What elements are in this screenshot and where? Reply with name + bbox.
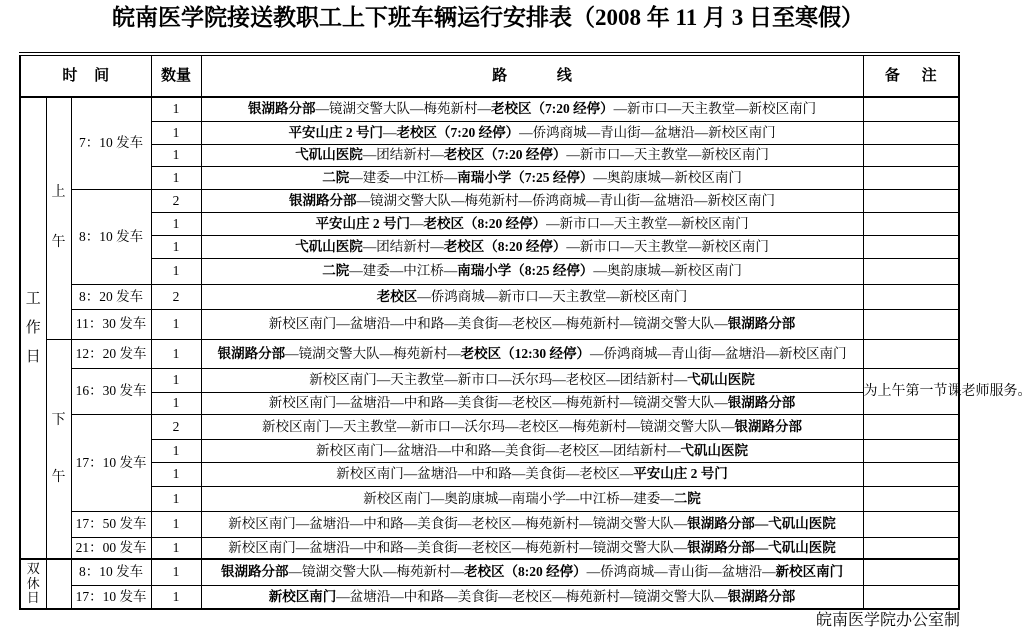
remark-empty xyxy=(863,166,959,189)
vehicle-count: 1 xyxy=(151,212,201,235)
route-segment: —镜湖交警大队—梅苑新村— xyxy=(285,345,461,361)
remark-empty xyxy=(863,537,959,559)
remark-empty xyxy=(863,212,959,235)
vehicle-count: 1 xyxy=(151,537,201,559)
remark-empty xyxy=(863,486,959,511)
vehicle-count: 1 xyxy=(151,585,201,609)
route-segment: 新校区南门—天主教堂—新市口—沃尔玛—老校区—梅苑新村—镜湖交警大队— xyxy=(262,418,735,434)
route xyxy=(201,537,863,559)
vehicle-count: 1 xyxy=(151,559,201,585)
remark-empty xyxy=(863,97,959,121)
route xyxy=(201,585,863,609)
route-key-stop: 老校区（7:20 经停） xyxy=(490,101,614,117)
header-count: 数量 xyxy=(151,54,201,97)
route-segment: 新校区南门—盆塘沿—中和路—美食街—老校区—梅苑新村—镜湖交警大队— xyxy=(268,395,728,410)
route-segment: 新校区南门—盆塘沿—中和路—美食街—老校区—梅苑新村—镜湖交警大队— xyxy=(228,539,688,555)
route xyxy=(201,439,863,462)
vehicle-count: 1 xyxy=(151,368,201,392)
route-segment: 新校区南门—盆塘沿—中和路—美食街—老校区—梅苑新村—镜湖交警大队— xyxy=(228,516,688,531)
route-segment: —盆塘沿—中和路—美食街—老校区—梅苑新村—镜湖交警大队— xyxy=(336,588,728,604)
route-segment: —镜湖交警大队—梅苑新村— xyxy=(315,101,491,117)
departure-time: 17：10 发车 xyxy=(71,414,151,511)
route xyxy=(201,368,863,392)
route-key-stop: 平安山庄 2 号门 xyxy=(288,124,383,140)
schedule-row xyxy=(20,537,959,559)
route-segment: —建委—中江桥— xyxy=(349,169,458,185)
route xyxy=(201,144,863,166)
route-segment: —团结新村— xyxy=(362,147,444,162)
route-segment: —奥韵康城—新校区南门 xyxy=(593,169,742,185)
departure-time: 11：30 发车 xyxy=(71,309,151,339)
route xyxy=(201,284,863,309)
route xyxy=(201,212,863,235)
vehicle-count: 2 xyxy=(151,414,201,439)
route-segment: —奥韵康城—新校区南门 xyxy=(593,263,742,278)
departure-time: 7：10 发车 xyxy=(71,97,151,189)
vehicle-count: 1 xyxy=(151,97,201,121)
route-segment: —新市口—天主教堂—新校区南门 xyxy=(566,147,769,162)
route-key-stop: 新校区南门 xyxy=(268,588,337,604)
remark: 为上午第一节课老师服务。 xyxy=(863,368,959,414)
vehicle-count: 1 xyxy=(151,258,201,284)
route-key-stop: 二院 xyxy=(322,263,350,278)
route-segment: 新校区南门—天主教堂—新市口—沃尔玛—老校区—团结新村— xyxy=(309,372,688,387)
schedule-row xyxy=(20,511,959,537)
header-route: 路 线 xyxy=(201,54,863,97)
header-row xyxy=(20,54,959,97)
remark-empty xyxy=(863,439,959,462)
route-segment: — xyxy=(382,124,397,140)
route-key-stop: 南瑞小学（7:25 经停） xyxy=(457,169,594,185)
route xyxy=(201,392,863,414)
schedule-row xyxy=(20,258,959,284)
period-cell xyxy=(20,559,46,609)
route-key-stop: 银湖路分部 xyxy=(727,316,796,331)
header-note: 备 注 xyxy=(863,54,959,97)
departure-time: 16：30 发车 xyxy=(71,368,151,414)
route-segment: —镜湖交警大队—梅苑新村— xyxy=(288,564,464,580)
route-key-stop: 二院 xyxy=(322,169,350,185)
vehicle-count: 1 xyxy=(151,486,201,511)
route-key-stop: 老校区（7:20 经停） xyxy=(443,147,567,162)
route-key-stop: 银湖路分部 xyxy=(289,192,357,208)
vehicle-count: 1 xyxy=(151,392,201,414)
vehicle-count: 1 xyxy=(151,121,201,144)
route-key-stop: 银湖路分部 xyxy=(734,418,803,434)
route-key-stop: 银湖路分部—弋矶山医院 xyxy=(687,516,836,531)
route xyxy=(201,559,863,585)
departure-time: 8：10 发车 xyxy=(71,559,151,585)
half-day-cell xyxy=(46,339,71,559)
schedule-row xyxy=(20,414,959,439)
route xyxy=(201,486,863,511)
route xyxy=(201,166,863,189)
route-key-stop: 银湖路分部 xyxy=(247,101,316,117)
schedule-row xyxy=(20,212,959,235)
route-key-stop: 老校区（7:20 经停） xyxy=(396,124,520,140)
route-segment: 新校区南门—盆塘沿—中和路—美食街—老校区— xyxy=(336,466,634,481)
route-segment: —新市口—天主教堂—新校区南门 xyxy=(613,101,817,117)
schedule-row xyxy=(20,368,959,392)
route-key-stop: 弋矶山医院 xyxy=(295,238,363,254)
vehicle-count: 1 xyxy=(151,166,201,189)
route-key-stop: 南瑞小学（8:25 经停） xyxy=(457,263,594,278)
remark-empty xyxy=(863,258,959,284)
vehicle-count: 2 xyxy=(151,189,201,212)
route-key-stop: 老校区（8:20 经停） xyxy=(443,238,567,254)
bus-schedule-table xyxy=(19,52,1032,610)
route xyxy=(201,462,863,486)
departure-time: 17：50 发车 xyxy=(71,511,151,537)
route-key-stop: 弋矶山医院 xyxy=(687,372,755,387)
remark-empty xyxy=(863,511,959,537)
remark-empty xyxy=(863,284,959,309)
route-segment: —侨鸿商城—青山街—盆塘沿— xyxy=(586,564,776,580)
route-key-stop: 平安山庄 2 号门 xyxy=(315,215,410,231)
remark-empty xyxy=(863,235,959,258)
route xyxy=(201,258,863,284)
remark-empty xyxy=(863,414,959,439)
route-key-stop: 新校区南门 xyxy=(775,564,844,580)
route xyxy=(201,414,863,439)
departure-time: 17：10 发车 xyxy=(71,585,151,609)
remark-empty xyxy=(863,339,959,368)
route-segment: —侨鸿商城—青山街—盆塘沿—新校区南门 xyxy=(519,124,776,140)
route-segment: 新校区南门—盆塘沿—中和路—美食街—老校区—团结新村— xyxy=(316,442,681,458)
half-day-label: 下午 xyxy=(51,412,66,485)
schedule-row xyxy=(20,235,959,258)
route xyxy=(201,339,863,368)
route xyxy=(201,309,863,339)
vehicle-count: 1 xyxy=(151,309,201,339)
schedule-row xyxy=(20,462,959,486)
schedule-row xyxy=(20,166,959,189)
vehicle-count: 1 xyxy=(151,511,201,537)
route xyxy=(201,235,863,258)
departure-time: 21：00 发车 xyxy=(71,537,151,559)
route-key-stop: 弋矶山医院 xyxy=(295,147,363,162)
route xyxy=(201,121,863,144)
route-segment: —新市口—天主教堂—新校区南门 xyxy=(546,215,749,231)
route-segment: —团结新村— xyxy=(362,238,444,254)
period-cell xyxy=(20,97,46,559)
route-segment: 新校区南门—奥韵康城—南瑞小学—中江桥—建委— xyxy=(363,490,674,506)
period-label: 双休日 xyxy=(26,561,40,606)
schedule-row xyxy=(20,284,959,309)
schedule-row xyxy=(20,585,959,609)
route-key-stop: 银湖路分部 xyxy=(727,588,796,604)
half-day-label: 上午 xyxy=(51,185,66,251)
departure-time: 12：20 发车 xyxy=(71,339,151,368)
schedule-row xyxy=(20,97,959,121)
remark-empty xyxy=(863,189,959,212)
route-segment: —新市口—天主教堂—新校区南门 xyxy=(566,238,769,254)
route-segment: 新校区南门—盆塘沿—中和路—美食街—老校区—梅苑新村—镜湖交警大队— xyxy=(268,316,728,331)
schedule-row xyxy=(20,559,959,585)
route-key-stop: 老校区（8:20 经停） xyxy=(463,564,587,580)
schedule-row xyxy=(20,339,959,368)
route-key-stop: 弋矶山医院 xyxy=(680,442,749,458)
vehicle-count: 2 xyxy=(151,284,201,309)
half-day-cell xyxy=(46,559,71,609)
remark-empty xyxy=(863,144,959,166)
schedule-row xyxy=(20,439,959,462)
departure-time: 8：20 发车 xyxy=(71,284,151,309)
schedule-row xyxy=(20,309,959,339)
departure-time: 8：10 发车 xyxy=(71,189,151,284)
header-time: 时 间 xyxy=(20,54,151,97)
remark-empty xyxy=(863,585,959,609)
remark-empty xyxy=(863,309,959,339)
issuer-footer: 皖南医学院办公室制 xyxy=(815,612,960,629)
period-label: 工作日 xyxy=(25,290,41,365)
route-segment: —建委—中江桥— xyxy=(349,263,458,278)
route-key-stop: 银湖路分部 xyxy=(217,345,286,361)
remark-empty xyxy=(863,121,959,144)
route-segment: —侨鸿商城—青山街—盆塘沿—新校区南门 xyxy=(589,345,847,361)
vehicle-count: 1 xyxy=(151,144,201,166)
schedule-row xyxy=(20,392,959,414)
route-segment: —镜湖交警大队—梅苑新村—侨鸿商城—青山街—盆塘沿—新校区南门 xyxy=(356,192,776,208)
route xyxy=(201,189,863,212)
schedule-row xyxy=(20,121,959,144)
route-key-stop: 老校区 xyxy=(376,288,418,304)
route-key-stop: 老校区（12:30 经停） xyxy=(460,345,590,361)
route-key-stop: 银湖路分部 xyxy=(220,564,289,580)
vehicle-count: 1 xyxy=(151,462,201,486)
route-key-stop: 平安山庄 2 号门 xyxy=(633,466,728,481)
route-segment: — xyxy=(409,215,424,231)
half-day-cell xyxy=(46,97,71,339)
route xyxy=(201,97,863,121)
document-title: 皖南医学院接送教职工上下班车辆运行安排表（2008 年 11 月 3 日至寒假） xyxy=(112,5,864,30)
remark-empty xyxy=(863,559,959,585)
schedule-row xyxy=(20,189,959,212)
schedule-body xyxy=(20,97,1032,609)
route-key-stop: 银湖路分部—弋矶山医院 xyxy=(687,539,836,555)
schedule-row xyxy=(20,486,959,511)
remark-empty xyxy=(863,462,959,486)
schedule-row xyxy=(20,144,959,166)
route-key-stop: 银湖路分部 xyxy=(727,395,796,410)
route xyxy=(201,511,863,537)
vehicle-count: 1 xyxy=(151,235,201,258)
route-key-stop: 二院 xyxy=(673,490,701,506)
vehicle-count: 1 xyxy=(151,339,201,368)
vehicle-count: 1 xyxy=(151,439,201,462)
route-segment: —侨鸿商城—新市口—天主教堂—新校区南门 xyxy=(417,288,688,304)
route-key-stop: 老校区（8:20 经停） xyxy=(423,215,547,231)
